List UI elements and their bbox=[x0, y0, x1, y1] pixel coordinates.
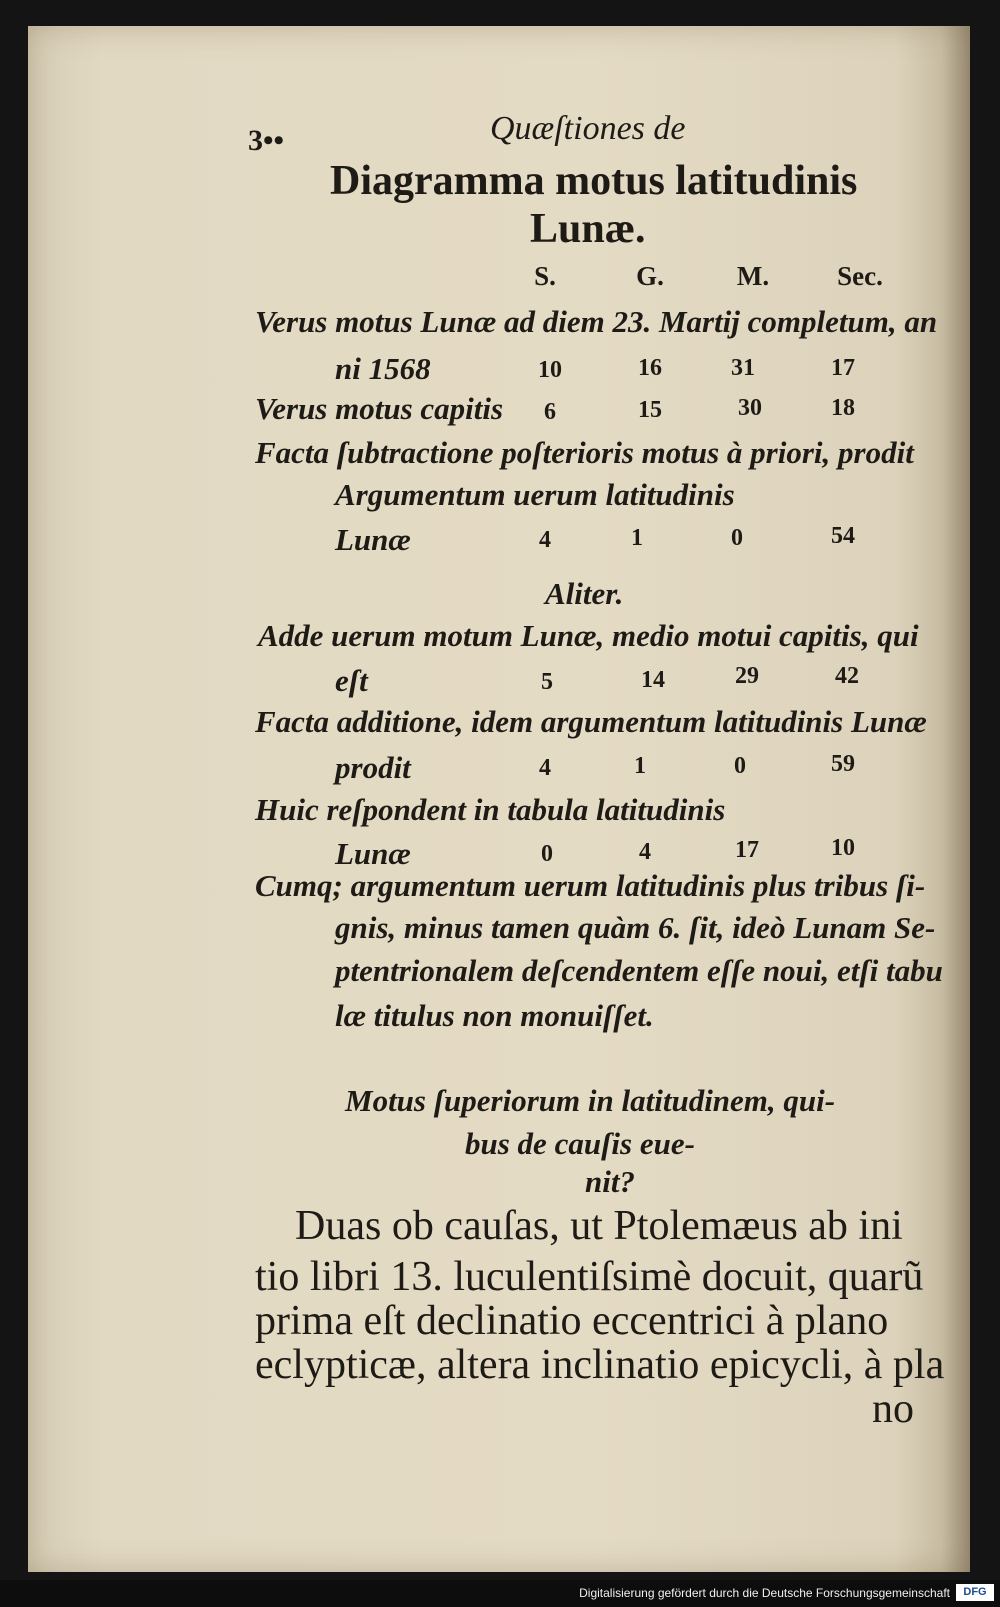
value-prodit-minutes: 0 bbox=[734, 753, 746, 779]
body-line-5: no bbox=[872, 1386, 914, 1432]
cumque-line-3: ptentrionalem deſcendentem eſſe noui, etſi tabu bbox=[335, 953, 943, 988]
dfg-logo: DFG bbox=[956, 1584, 994, 1601]
section-heading-line-3: nit? bbox=[585, 1164, 635, 1199]
facta-subtractione-line: Facta ſubtractione poſterioris motus à priori, prodit bbox=[255, 435, 914, 470]
value-capitis-seconds: 18 bbox=[831, 395, 855, 421]
value-1568-minutes: 31 bbox=[731, 355, 755, 381]
value-capitis-degrees: 15 bbox=[638, 397, 662, 423]
value-lunae1-seconds: 54 bbox=[831, 523, 855, 549]
diagram-title-line2: Lunæ. bbox=[530, 206, 646, 252]
value-lunae1-minutes: 0 bbox=[731, 525, 743, 551]
lunae-label-1: Lunæ bbox=[335, 522, 411, 557]
prodit-label: prodit bbox=[335, 750, 411, 785]
value-lunae2-minutes: 17 bbox=[735, 837, 759, 863]
verus-motus-lunae-line: Verus motus Lunæ ad diem 23. Martij completum, an bbox=[255, 304, 938, 339]
value-lunae1-degrees: 1 bbox=[631, 525, 643, 551]
body-line-1: Duas ob cauſas, ut Ptolemæus ab ini bbox=[295, 1203, 903, 1249]
body-line-3: prima eſt declinatio eccentrici à plano bbox=[255, 1298, 889, 1344]
aliter-heading: Aliter. bbox=[545, 576, 624, 611]
est-label: eſt bbox=[335, 663, 368, 698]
column-header-degrees: G. bbox=[636, 261, 664, 291]
value-lunae2-degrees: 4 bbox=[639, 839, 651, 865]
value-prodit-degrees: 1 bbox=[634, 753, 646, 779]
value-est-signs: 5 bbox=[541, 669, 553, 695]
column-header-minutes: M. bbox=[736, 261, 770, 291]
value-est-minutes: 29 bbox=[735, 663, 759, 689]
huic-respondent-line: Huic reſpondent in tabula latitudinis bbox=[255, 792, 726, 827]
verus-motus-capitis-label: Verus motus capitis bbox=[255, 391, 504, 426]
value-lunae2-signs: 0 bbox=[541, 841, 553, 867]
value-lunae1-signs: 4 bbox=[539, 527, 551, 553]
value-1568-seconds: 17 bbox=[831, 355, 855, 381]
value-capitis-minutes: 30 bbox=[738, 395, 762, 421]
ni-1568-label: ni 1568 bbox=[335, 351, 431, 386]
facta-additione-line: Facta additione, idem argumentum latitudinis Lunæ bbox=[255, 704, 927, 739]
body-line-4: eclypticæ, altera inclinatio epicycli, à pla bbox=[255, 1342, 945, 1388]
diagram-title-line1: Diagramma motus latitudinis bbox=[330, 158, 858, 204]
value-1568-degrees: 16 bbox=[638, 355, 662, 381]
column-header-seconds: Sec. bbox=[837, 261, 883, 291]
section-heading-line-2: bus de cauſis eue- bbox=[465, 1126, 695, 1161]
value-lunae2-seconds: 10 bbox=[831, 835, 855, 861]
adde-line: Adde uerum motum Lunæ, medio motui capitis, qui bbox=[258, 618, 919, 653]
value-est-degrees: 14 bbox=[641, 667, 665, 693]
cumque-line-4: læ titulus non monuiſſet. bbox=[335, 998, 654, 1033]
footer-bar bbox=[0, 1580, 1000, 1607]
page-number: 3•• bbox=[248, 124, 285, 157]
section-heading-line-1: Motus ſuperiorum in latitudinem, qui- bbox=[345, 1083, 836, 1118]
column-header-signs: S. bbox=[534, 261, 556, 291]
footer-credit: Digitalisierung gefördert durch die Deutsche Forschungsgemeinschaft bbox=[579, 1586, 950, 1600]
value-est-seconds: 42 bbox=[835, 663, 859, 689]
argumentum-line: Argumentum uerum latitudinis bbox=[335, 477, 735, 512]
running-title: Quæſtiones de bbox=[490, 110, 686, 147]
value-prodit-seconds: 59 bbox=[831, 751, 855, 777]
value-capitis-signs: 6 bbox=[544, 399, 556, 425]
value-1568-signs: 10 bbox=[538, 357, 562, 383]
value-prodit-signs: 4 bbox=[539, 755, 551, 781]
body-line-2: tio libri 13. luculentiſsimè docuit, quarũ bbox=[255, 1254, 924, 1300]
cumque-line-1: Cumq; argumentum uerum latitudinis plus tribus ſi- bbox=[255, 868, 926, 903]
lunae-label-2: Lunæ bbox=[335, 836, 411, 871]
cumque-line-2: gnis, minus tamen quàm 6. ſit, ideò Lunam Se- bbox=[335, 910, 936, 945]
